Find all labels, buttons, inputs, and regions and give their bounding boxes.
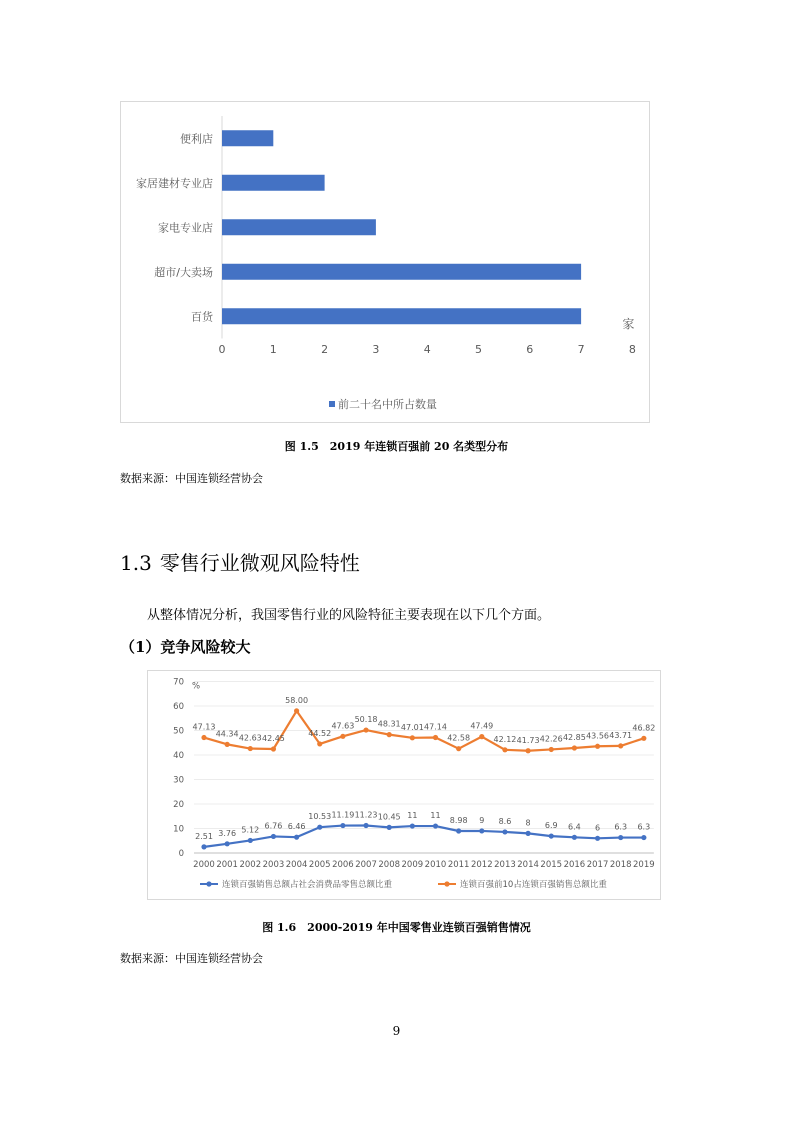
legend-1-marker: [444, 881, 449, 886]
series-0-data-label-1: 3.76: [218, 828, 237, 838]
x-tick-label-3: 3: [372, 343, 380, 356]
y-tick-label-1: 10: [173, 824, 184, 835]
category-label-4: 百货: [191, 310, 213, 324]
series-0-point-16: [572, 835, 577, 840]
series-1-data-label-16: 42.85: [562, 733, 586, 743]
series-0-point-19: [641, 835, 646, 840]
x-tick-label-17: 2017: [586, 860, 609, 870]
bar-0: [222, 130, 273, 146]
series-1-data-label-10: 47.14: [424, 722, 447, 732]
series-0-point-4: [294, 835, 299, 840]
x-tick-label-1: 2001: [216, 860, 238, 870]
category-label-0: 便利店: [180, 132, 213, 146]
figure-1-6-source: 数据来源：中国连锁经营协会: [120, 952, 263, 965]
bar-1: [222, 175, 325, 191]
series-1-point-13: [502, 747, 507, 752]
x-tick-label-18: 2018: [609, 860, 632, 870]
category-label-3: 超市/大卖场: [154, 265, 213, 279]
x-tick-label-7: 2007: [355, 860, 377, 870]
legend-label: 前二十名中所占数量: [338, 398, 437, 411]
series-0-point-10: [433, 823, 438, 828]
series-1-point-0: [201, 735, 206, 740]
series-1-point-12: [479, 734, 484, 739]
series-1-point-17: [595, 744, 600, 749]
x-tick-label-3: 2003: [262, 860, 285, 870]
series-1-data-label-1: 44.34: [215, 729, 239, 739]
series-0-point-11: [456, 828, 461, 833]
series-1-data-label-12: 47.49: [470, 721, 494, 731]
x-tick-label-15: 2015: [540, 860, 563, 870]
series-1-data-label-2: 42.63: [238, 733, 262, 743]
x-unit-label: 家: [622, 317, 635, 331]
series-1-data-label-19: 46.82: [632, 723, 656, 733]
y-tick-label-3: 30: [173, 775, 184, 786]
series-1-point-9: [410, 735, 415, 740]
series-0-point-15: [549, 833, 554, 838]
x-tick-label-7: 7: [577, 343, 585, 356]
series-1-data-label-9: 47.01: [400, 722, 424, 732]
x-tick-label-11: 2011: [447, 860, 470, 870]
x-tick-label-5: 2005: [308, 860, 331, 870]
series-0-data-label-11: 8.98: [449, 815, 468, 825]
x-tick-label-12: 2012: [470, 860, 493, 870]
series-0-data-label-12: 9: [479, 815, 485, 825]
series-1-point-4: [294, 708, 299, 713]
x-tick-label-1: 1: [269, 343, 277, 356]
x-tick-label-9: 2009: [401, 860, 424, 870]
bar-2: [222, 219, 376, 235]
x-tick-label-6: 6: [526, 343, 534, 356]
series-0-data-label-14: 8: [525, 818, 531, 828]
bar-chart-panel: [120, 101, 650, 423]
subheading-competition-risk: （1）竞争风险较大: [120, 638, 251, 656]
x-tick-label-10: 2010: [424, 860, 447, 870]
x-tick-label-8: 8: [628, 343, 636, 356]
series-0-point-12: [479, 828, 484, 833]
series-1-point-5: [317, 741, 322, 746]
series-1-data-label-15: 42.26: [539, 734, 563, 744]
series-0-data-label-19: 6.3: [637, 822, 651, 832]
series-1-point-15: [549, 747, 554, 752]
figure-1-6-caption: 图 1.6 2000-2019 年中国零售业连锁百强销售情况: [262, 921, 531, 934]
figure-1-5-source: 数据来源：中国连锁经营协会: [120, 472, 263, 485]
series-1-data-label-0: 47.13: [192, 722, 216, 732]
series-1-point-18: [618, 743, 623, 748]
series-1-point-7: [363, 727, 368, 732]
series-0-data-label-13: 8.6: [498, 816, 512, 826]
x-tick-label-0: 0: [218, 343, 226, 356]
y-tick-label-6: 60: [173, 702, 184, 712]
series-0-point-9: [410, 823, 415, 828]
series-1-data-label-17: 43.56: [586, 731, 610, 741]
x-tick-label-16: 2016: [563, 860, 586, 870]
legend-0-label: 连锁百强销售总额占社会消费品零售总额比重: [222, 880, 393, 890]
legend-1-label: 连锁百强前10占连锁百强销售总额比重: [460, 880, 607, 890]
page-number: 9: [392, 1024, 401, 1038]
x-tick-label-0: 2000: [193, 860, 215, 870]
series-0-data-label-5: 10.53: [308, 812, 332, 822]
y-tick-label-4: 40: [173, 751, 184, 761]
series-0-data-label-10: 11: [430, 811, 441, 821]
series-0-point-7: [363, 823, 368, 828]
legend-0-marker: [206, 881, 211, 886]
series-0-point-13: [502, 829, 507, 834]
line-chart: [148, 671, 660, 899]
category-label-2: 家电专业店: [158, 221, 213, 235]
series-1-data-label-13: 42.12: [493, 734, 517, 744]
y-tick-label-7: 70: [173, 677, 184, 688]
series-1-point-10: [433, 735, 438, 740]
x-tick-label-4: 4: [423, 343, 431, 356]
section-heading: [120, 547, 360, 576]
series-0-data-label-3: 6.76: [264, 821, 283, 831]
series-1-point-11: [456, 746, 461, 751]
series-1-point-6: [340, 734, 345, 739]
series-0-data-label-17: 6: [595, 823, 601, 833]
series-1-point-19: [641, 736, 646, 741]
series-1-point-8: [387, 732, 392, 737]
series-0-point-17: [595, 836, 600, 841]
series-1-data-label-11: 42.58: [447, 733, 471, 743]
series-0-data-label-2: 5.12: [241, 825, 260, 835]
series-0-point-14: [526, 831, 531, 836]
series-0-data-label-0: 2.51: [195, 831, 213, 841]
series-0-data-label-8: 10.45: [377, 812, 401, 822]
series-0-point-3: [271, 834, 276, 839]
series-0-point-5: [317, 825, 322, 830]
series-0-point-2: [248, 838, 253, 843]
figure-1-5-caption: 图 1.5 2019 年连锁百强前 20 名类型分布: [284, 440, 509, 453]
bar-chart: [121, 102, 649, 422]
legend-swatch: [329, 401, 335, 407]
x-tick-label-2: 2002: [239, 860, 262, 870]
x-tick-label-4: 2004: [285, 860, 308, 870]
series-0-point-8: [387, 825, 392, 830]
x-tick-label-2: 2: [321, 343, 329, 356]
series-0-data-label-18: 6.3: [614, 822, 628, 832]
series-0-data-label-6: 11.19: [331, 810, 355, 820]
category-label-1: 家居建材专业店: [136, 176, 213, 190]
body-paragraph: 从整体情况分析，我国零售行业的风险特征主要表现在以下几个方面。: [147, 608, 551, 623]
y-tick-label-0: 0: [178, 849, 184, 859]
line-chart-panel: [147, 670, 661, 900]
series-1-data-label-4: 58.00: [285, 695, 309, 705]
series-1-point-14: [526, 748, 531, 753]
series-1-data-label-6: 47.63: [331, 721, 355, 731]
section-title: 零售行业微观风险特性: [159, 551, 360, 575]
x-tick-label-14: 2014: [517, 860, 539, 870]
series-1-point-16: [572, 745, 577, 750]
x-tick-label-6: 2006: [332, 860, 354, 870]
series-0-data-label-9: 11: [407, 811, 418, 821]
series-1-data-label-5: 44.52: [308, 728, 332, 738]
series-0-data-label-4: 6.46: [287, 822, 306, 832]
series-0-data-label-7: 11.23: [354, 810, 378, 820]
series-1-data-label-18: 43.71: [609, 730, 633, 740]
x-tick-label-5: 5: [475, 343, 482, 356]
x-tick-label-13: 2013: [494, 860, 516, 870]
series-0-point-6: [340, 823, 345, 828]
y-tick-label-5: 50: [173, 726, 184, 737]
x-tick-label-8: 2008: [378, 860, 401, 870]
series-0-data-label-16: 6.4: [568, 822, 581, 832]
series-1-data-label-8: 48.31: [377, 719, 401, 729]
series-1-data-label-7: 50.18: [354, 715, 378, 725]
series-1-data-label-3: 42.45: [261, 733, 285, 743]
series-1-point-3: [271, 746, 276, 751]
series-1-point-1: [225, 742, 230, 747]
series-1-data-label-14: 41.73: [516, 735, 540, 745]
series-1-point-2: [248, 746, 253, 751]
bar-3: [222, 264, 581, 280]
series-0-data-label-15: 6.9: [544, 821, 558, 831]
y-tick-label-2: 20: [173, 800, 184, 810]
bar-4: [222, 308, 581, 324]
series-0-point-1: [225, 841, 230, 846]
section-number: 1.3: [120, 551, 152, 575]
y-unit-label: %: [192, 681, 201, 692]
series-0-point-0: [201, 844, 206, 849]
series-0-point-18: [618, 835, 623, 840]
x-tick-label-19: 2019: [633, 860, 655, 870]
